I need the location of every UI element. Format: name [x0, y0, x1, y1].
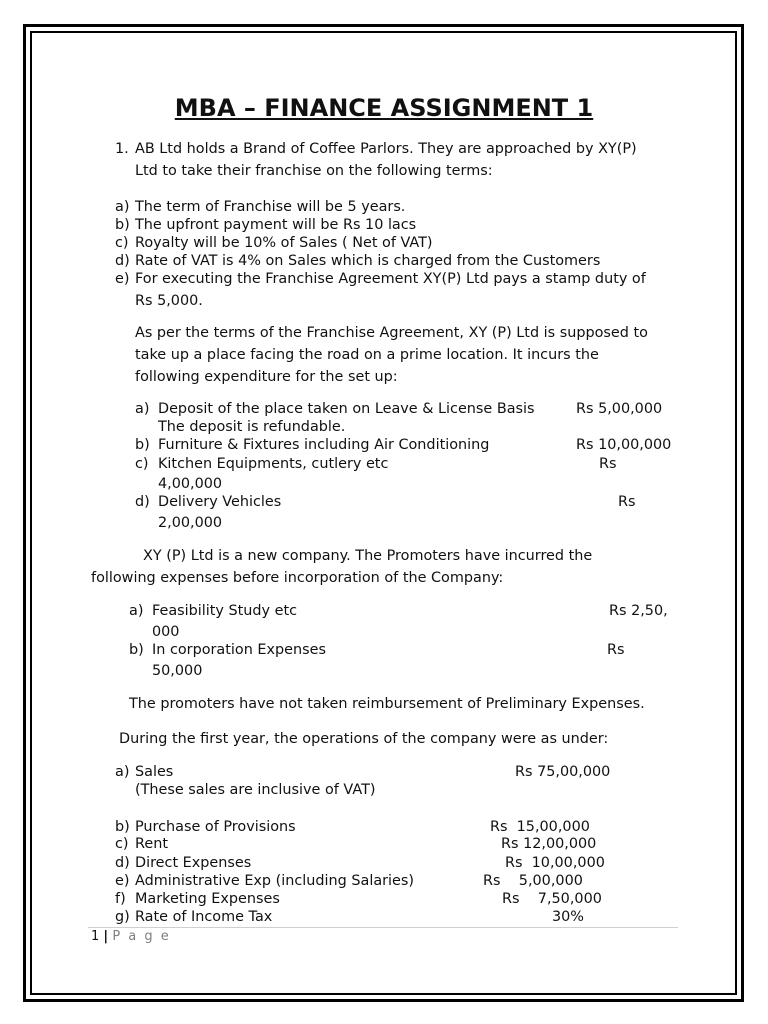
question-number: 1. [115, 141, 129, 157]
ops-amount: Rs 12,00,000 [501, 836, 597, 852]
term-label: a) [115, 199, 130, 215]
setup-text: Deposit of the place taken on Leave & License Basis [158, 401, 535, 417]
setup-label: c) [135, 456, 149, 472]
setup-amount: Rs [618, 494, 636, 510]
term-text: Rate of VAT is 4% on Sales which is charged from the Customers [135, 253, 601, 269]
paragraph-line: The promoters have not taken reimbursement of Preliminary Expenses. [129, 696, 645, 712]
ops-amount: Rs 15,00,000 [490, 819, 590, 835]
setup-label: a) [135, 401, 150, 417]
ops-text: Rent [135, 836, 168, 852]
paragraph-line: following expenditure for the set up: [135, 369, 398, 385]
term-label: e) [115, 271, 130, 287]
setup-label: b) [135, 437, 150, 453]
ops-label: a) [115, 764, 130, 780]
ops-amount: 30% [552, 909, 584, 925]
paragraph-line: As per the terms of the Franchise Agreement, XY (P) Ltd is supposed to [135, 325, 648, 341]
setup-amount: Rs 5,00,000 [576, 401, 663, 417]
ops-label: f) [115, 891, 126, 907]
footer-page-label: P a g e [112, 929, 171, 944]
preinc-label: a) [129, 603, 144, 619]
ops-amount: Rs 5,00,000 [483, 873, 583, 889]
ops-text: Direct Expenses [135, 855, 252, 871]
preinc-amount: Rs 2,50, [609, 603, 668, 619]
question-text-line2: Ltd to take their franchise on the following terms: [135, 163, 493, 179]
paragraph-line: take up a place facing the road on a prime location. It incurs the [135, 347, 599, 363]
paragraph-line: following expenses before incorporation of the Company: [91, 570, 504, 586]
setup-amount: Rs [599, 456, 617, 472]
ops-amount: Rs 7,50,000 [502, 891, 602, 907]
question-text-line1: AB Ltd holds a Brand of Coffee Parlors. They are approached by XY(P) [135, 141, 637, 157]
ops-label: b) [115, 819, 130, 835]
setup-text: Kitchen Equipments, cutlery etc [158, 456, 389, 472]
term-text-cont: Rs 5,000. [135, 293, 203, 309]
setup-text-cont: 4,00,000 [158, 476, 223, 492]
preinc-amount: Rs [607, 642, 625, 658]
page-title: MBA – FINANCE ASSIGNMENT 1 [174, 94, 594, 122]
ops-text: Administrative Exp (including Salaries) [135, 873, 415, 889]
preinc-text-cont: 000 [152, 624, 180, 640]
term-label: b) [115, 217, 130, 233]
preinc-text-cont: 50,000 [152, 663, 203, 679]
ops-label: d) [115, 855, 130, 871]
term-label: d) [115, 253, 130, 269]
paragraph-line: XY (P) Ltd is a new company. The Promoters have incurred the [143, 548, 593, 564]
ops-label: c) [115, 836, 129, 852]
setup-amount: Rs 10,00,000 [576, 437, 672, 453]
ops-text: Sales [135, 764, 174, 780]
page-footer [91, 929, 171, 945]
ops-text: Purchase of Provisions [135, 819, 296, 835]
ops-text: Rate of Income Tax [135, 909, 273, 925]
ops-text-cont: (These sales are inclusive of VAT) [135, 782, 376, 798]
preinc-text: Feasibility Study etc [152, 603, 298, 619]
term-label: c) [115, 235, 129, 251]
term-text: Royalty will be 10% of Sales ( Net of VAT) [135, 235, 433, 251]
preinc-text: In corporation Expenses [152, 642, 326, 658]
setup-text-cont: 2,00,000 [158, 515, 223, 531]
ops-label: e) [115, 873, 130, 889]
ops-label: g) [115, 909, 130, 925]
term-text: For executing the Franchise Agreement XY(P) Ltd pays a stamp duty of [135, 271, 646, 287]
footer-separator: | [103, 929, 109, 944]
setup-text: Delivery Vehicles [158, 494, 282, 510]
term-text: The term of Franchise will be 5 years. [135, 199, 406, 215]
page-number: 1 [91, 929, 100, 944]
setup-text: Furniture & Fixtures including Air Conditioning [158, 437, 490, 453]
setup-text-cont: The deposit is refundable. [158, 419, 346, 435]
preinc-label: b) [129, 642, 144, 658]
footer-divider [88, 927, 678, 928]
term-text: The upfront payment will be Rs 10 lacs [135, 217, 417, 233]
ops-text: Marketing Expenses [135, 891, 280, 907]
ops-amount: Rs 10,00,000 [505, 855, 605, 871]
setup-label: d) [135, 494, 150, 510]
ops-amount: Rs 75,00,000 [515, 764, 611, 780]
paragraph-line: During the first year, the operations of the company were as under: [119, 731, 609, 747]
